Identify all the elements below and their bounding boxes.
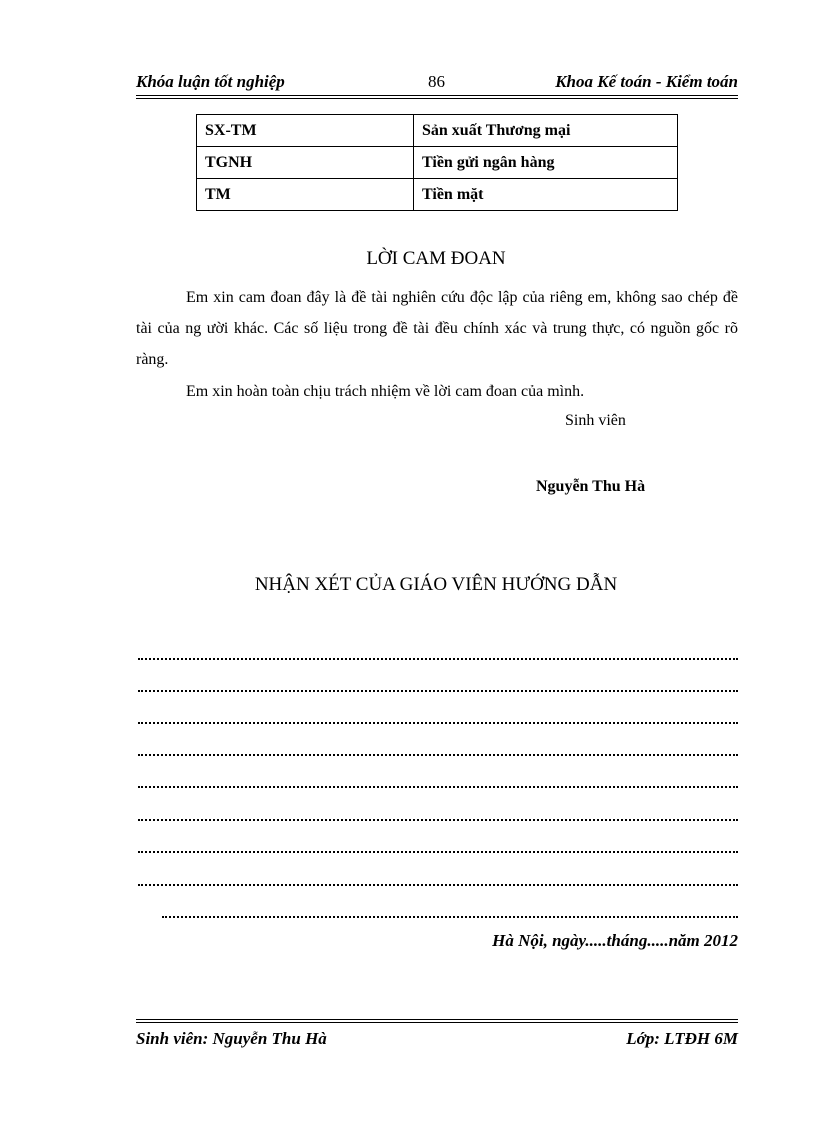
dotted-line bbox=[138, 851, 738, 853]
date-line: Hà Nội, ngày.....tháng.....năm 2012 bbox=[492, 931, 738, 950]
dotted-line bbox=[162, 916, 738, 918]
abbreviation-table bbox=[196, 114, 678, 211]
footer-rule bbox=[136, 1019, 738, 1023]
header-rule bbox=[136, 95, 738, 99]
signer-role: Sinh viên bbox=[565, 412, 626, 429]
meaning-cell: Tiền gửi ngân hàng bbox=[414, 147, 678, 179]
dotted-line bbox=[138, 884, 738, 886]
page-footer bbox=[136, 1029, 738, 1051]
dotted-line bbox=[138, 722, 738, 724]
declaration-title: LỜI CAM ĐOAN bbox=[366, 248, 506, 269]
abbreviation-cell: TGNH bbox=[197, 147, 414, 179]
page-header bbox=[136, 72, 738, 94]
meaning-cell: Sản xuất Thương mại bbox=[414, 115, 678, 147]
table-row bbox=[197, 115, 678, 147]
dotted-line bbox=[138, 690, 738, 692]
table-row bbox=[197, 147, 678, 179]
declaration-paragraph: Em xin cam đoan đây là đề tài nghiên cứu độc lập của riêng em, không sao chép đề tài của ng ười khác. Các số liệu trong đề tài đều chính xác và trung thực, có nguồn gốc rõ ràng. bbox=[136, 289, 738, 368]
meaning-cell: Tiền mặt bbox=[414, 179, 678, 211]
page-number: 86 bbox=[428, 72, 445, 91]
header-thesis-label: Khóa luận tốt nghiệp bbox=[136, 72, 285, 91]
footer-class: Lớp: LTĐH 6M bbox=[626, 1029, 738, 1048]
dotted-line bbox=[138, 658, 738, 660]
header-faculty-label: Khoa Kế toán - Kiểm toán bbox=[555, 72, 738, 91]
supervisor-review-title: NHẬN XÉT CỦA GIÁO VIÊN HƯỚNG DẪN bbox=[254, 574, 618, 595]
abbreviation-cell: SX-TM bbox=[197, 115, 414, 147]
signer-name: Nguyễn Thu Hà bbox=[536, 478, 646, 495]
dotted-line bbox=[138, 754, 738, 756]
table-row bbox=[197, 179, 678, 211]
abbreviation-cell: TM bbox=[197, 179, 414, 211]
responsibility-paragraph: Em xin hoàn toàn chịu trách nhiệm về lời cam đoan của mình. bbox=[186, 383, 585, 400]
dotted-line bbox=[138, 819, 738, 821]
footer-student-name: Sinh viên: Nguyễn Thu Hà bbox=[136, 1029, 327, 1048]
dotted-line bbox=[138, 786, 738, 788]
